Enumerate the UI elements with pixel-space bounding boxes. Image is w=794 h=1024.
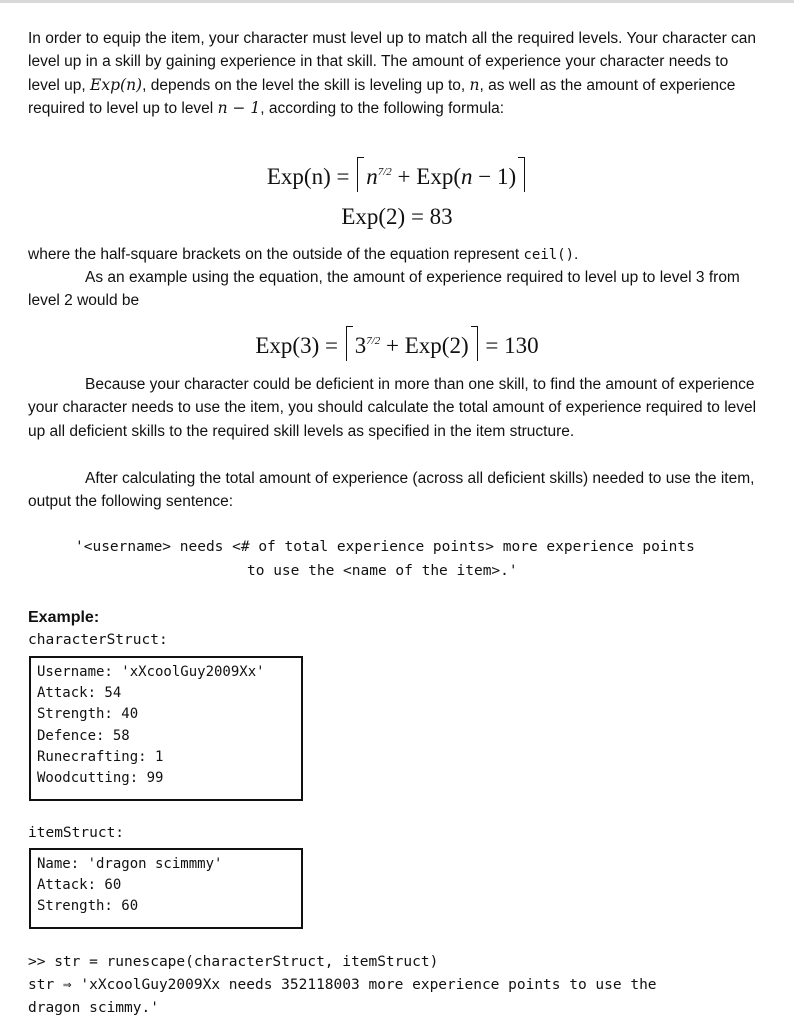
example-formula-lhs: Exp(3) =	[255, 333, 344, 358]
intro-text-1: In order to equip the item, your character must level up to match all the required levels. Your character can level up in a skill by gaining experience in that skill. The amount of experience your character needs to level up,	[28, 30, 757, 94]
example-formula-exponent: 7/2	[366, 335, 381, 347]
character-row: Attack: 54	[37, 685, 122, 702]
ceil-right-bracket	[518, 157, 525, 192]
intro-text-4: , according to the following formula:	[260, 99, 505, 117]
sentence-template-line-1: '<username> needs <# of total experience points> more experience points	[75, 539, 695, 555]
example-heading: Example:	[28, 609, 100, 626]
character-row: Defence: 58	[37, 727, 130, 744]
ceil-note-code: ceil()	[523, 247, 575, 263]
intro-text-2: , depends on the level the skill is leveling up to,	[142, 76, 470, 94]
item-struct-box	[29, 848, 303, 929]
character-struct-box	[29, 656, 303, 801]
ceil-note-text: where the half-square brackets on the outside of the equation represent	[28, 246, 524, 263]
example-formula-result: = 130	[479, 333, 539, 358]
intro-paragraph	[28, 27, 763, 120]
character-row: Woodcutting: 99	[37, 770, 164, 787]
formula-lhs: Exp(n)	[266, 164, 331, 189]
formula-plus: + Exp(	[391, 164, 461, 189]
character-row: Runecrafting: 1	[37, 748, 164, 765]
output-paragraph: After calculating the total amount of experience (across all deficient skills) needed to use the item, output the following sentence:	[28, 470, 755, 511]
recursive-formula	[0, 157, 794, 192]
formula-arg: n	[460, 164, 473, 189]
formula-base: n	[366, 164, 378, 189]
example-intro-paragraph: As an example using the equation, the amount of experience required to level up to level 3 from level 2 would be	[28, 269, 740, 310]
intro-text-3: , as well as the amount of experience required to level up to level	[28, 76, 736, 117]
result-line-1: str ⇒ 'xXcoolGuy2009Xx needs 352118003 more experience points to use the	[28, 977, 657, 993]
formula-arg-rest: − 1)	[472, 164, 517, 189]
intro-n-minus-1: n − 1	[217, 98, 261, 117]
ceil-left-bracket	[346, 326, 353, 361]
character-row: Username: 'xXcoolGuy2009Xx'	[37, 664, 265, 680]
top-divider	[0, 0, 794, 3]
item-struct-label: itemStruct:	[28, 825, 125, 841]
intro-n: n	[469, 75, 480, 94]
ceil-note-end: .	[574, 246, 579, 263]
ceil-left-bracket	[357, 157, 364, 192]
item-row: Attack: 60	[37, 877, 122, 894]
character-struct-label: characterStruct:	[28, 632, 168, 648]
function-call-line: >> str = runescape(characterStruct, itemStruct)	[28, 954, 439, 970]
example-formula	[0, 326, 794, 361]
character-row: Strength: 40	[37, 706, 139, 723]
result-line-2: dragon scimmy.'	[28, 1000, 159, 1016]
example-formula-plus: + Exp(2)	[380, 333, 469, 358]
example-formula-base: 3	[354, 333, 367, 358]
ceil-note	[28, 243, 763, 267]
base-case-formula: Exp(2) = 83	[341, 204, 453, 229]
item-row: Strength: 60	[37, 898, 139, 915]
sentence-template-line-2: to use the <name of the item>.'	[247, 563, 518, 579]
deficient-paragraph: Because your character could be deficient in more than one skill, to find the amount of experience your character needs to use the item, you should calculate the total amount of experience required to level up all deficient skills to the required skill levels as specified in the item structure.	[28, 376, 757, 440]
formula-exponent: 7/2	[377, 166, 392, 178]
ceil-right-bracket	[471, 326, 478, 361]
intro-exp-n: Exp(n)	[90, 75, 143, 94]
formula-equals: =	[330, 164, 356, 189]
item-row: Name: 'dragon scimmmy'	[37, 856, 223, 872]
